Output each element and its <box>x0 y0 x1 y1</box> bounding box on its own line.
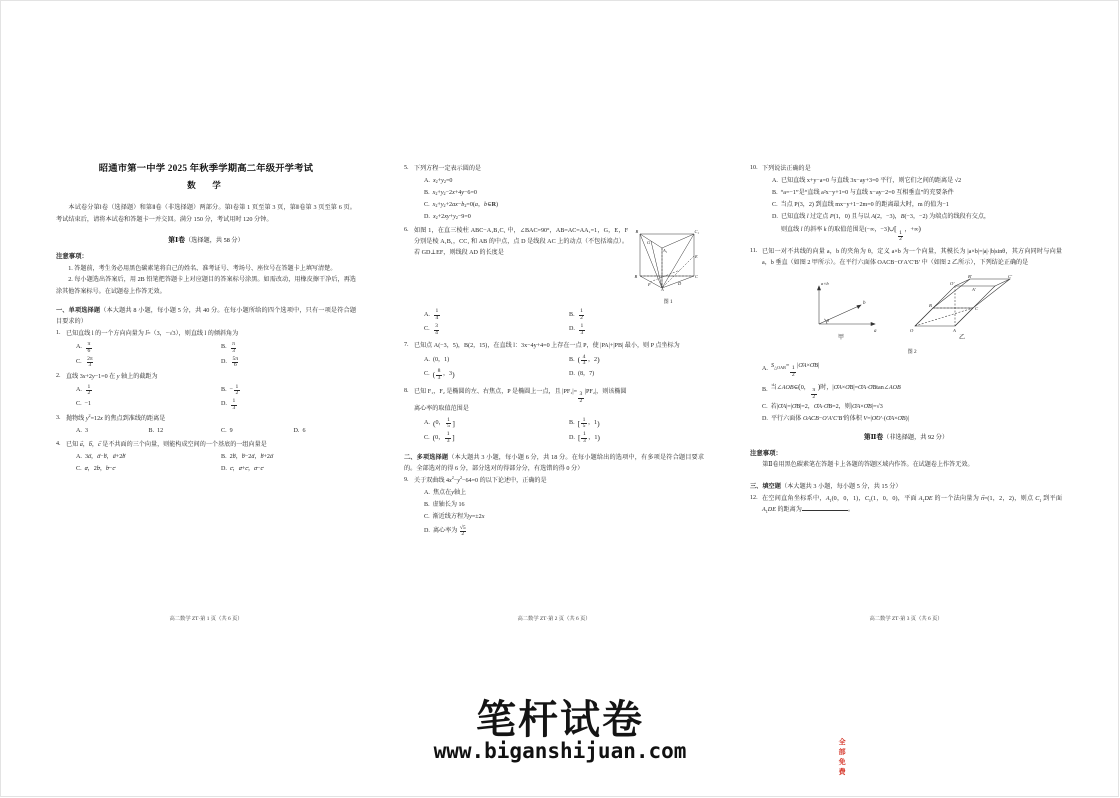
option-value: 3 <box>84 428 88 435</box>
question-5 <box>404 164 704 225</box>
section-2-label: 二、多项选择题 <box>404 453 449 461</box>
option-a[interactable] <box>752 360 1062 379</box>
svg-text:a: a <box>873 329 876 335</box>
question-number: 7. <box>404 342 409 349</box>
notice-item: 2. 每小题选出答案后，用 2B 铅笔把答题卡上对应题目的答案标号涂黑。如需改动，用橡皮擦干净后，再选涂其他答案标号。在试题卷上作答无效。 <box>56 277 356 296</box>
fraction: $\frac{1}{2}$ <box>87 383 91 397</box>
option-list <box>414 308 704 337</box>
svg-text:A₁: A₁ <box>663 247 668 253</box>
svg-text:E: E <box>695 253 698 259</box>
section-3-label: 三、填空题 <box>750 483 781 491</box>
option-b[interactable] <box>762 188 1062 200</box>
question-2 <box>56 372 356 413</box>
option-list <box>414 488 704 539</box>
option-label: D. <box>772 214 778 221</box>
option-a[interactable] <box>66 426 139 438</box>
fraction: $\frac{4}{3}$ <box>582 353 586 367</box>
option-d[interactable] <box>752 414 1062 426</box>
question-stem: 如图 1，在直三棱柱 ABC−A₁B₁C₁ 中，∠BAC=90°，AB=AC=AA₁=1，G，E，F 分别是棱 A₁B₁，CC₁ 和 AB 的中点，点 D 是线段 AC 上的动点（不包括端点）。若 GD⊥EF，则线段 AD 的长度是 <box>414 227 628 256</box>
option-list <box>66 384 356 413</box>
volume-2-sublabel: （非选择题，共 92 分） <box>883 434 949 442</box>
watermark-url: www.biganshijuan.com <box>433 739 687 763</box>
option-b[interactable]: B. − $\frac{1}{2}$ <box>221 383 239 397</box>
question-stem: 已知 a →，b →，c → 是不共面的三个向量，则能构成空间的一个基底的一组向量是 <box>66 440 356 451</box>
fraction: $\frac{1}{5}$ <box>447 416 450 430</box>
option-list <box>762 175 1062 244</box>
option-a[interactable] <box>762 175 1062 187</box>
question-12 <box>750 494 1062 516</box>
stem-part-b: |PF₂|，则该椭圆 <box>584 388 627 395</box>
option-c[interactable]: C. x 2 + y 2 +2 ax − b 2 =0( a ， b ∈ R ) <box>414 200 704 212</box>
option-label: C. <box>76 358 82 365</box>
fraction: $\frac{\pi}{3}$ <box>232 341 235 354</box>
option-label: C. <box>424 514 430 521</box>
option-c[interactable] <box>752 402 1062 414</box>
fraction: $\frac{3}{4}$ <box>435 322 438 336</box>
svg-text:O′: O′ <box>949 281 954 287</box>
figure-2-right-label: 乙 <box>958 334 965 342</box>
question-stem: 已知点 A(−3，5)，B(2，15)，在直线 l：3x−4y+4=0 上存在一点 P，使 |PA|+|PB| 最小，则 P 点坐标为 <box>414 343 680 350</box>
option-c[interactable] <box>66 356 211 371</box>
question-number: 1. <box>56 330 61 337</box>
figure-2-caption: 图 2 <box>907 348 917 355</box>
option-c[interactable] <box>762 200 1062 212</box>
section-1-label: 一、单项选择题 <box>56 307 101 315</box>
option-value: 平行六面体 OACB−O′A′C′B′的体积 V=|OO′ →·(OA →×OB →)| <box>771 415 909 425</box>
option-label: C. <box>424 202 430 209</box>
svg-text:B: B <box>928 303 932 309</box>
notice-title-1: 注意事项： <box>56 253 88 261</box>
question-number: 8. <box>404 387 409 394</box>
option-value: 9 <box>229 428 233 435</box>
svg-text:C′: C′ <box>1007 274 1012 280</box>
svg-text:C: C <box>974 306 978 312</box>
notice-title-2: 注意事项： <box>750 450 782 458</box>
option-label: D. <box>221 466 227 473</box>
question-number: 2. <box>56 372 61 379</box>
subject-title: 数 学 <box>187 180 225 191</box>
option-b[interactable]: B. [ $\frac{1}{5}$ ，1 ) <box>569 416 600 430</box>
question-6 <box>404 226 704 337</box>
watermark-title: 笔杆试卷 <box>476 697 644 743</box>
option-label: A. <box>76 344 82 351</box>
figure-2-diagram <box>805 274 1020 342</box>
fraction: $\frac{√5}{2}$ <box>459 524 466 538</box>
option-d[interactable]: D. [ $\frac{1}{3}$ ，1 ) <box>569 431 600 444</box>
question-number: 6. <box>404 226 409 233</box>
option-d[interactable] <box>559 323 704 338</box>
vector-l: l → <box>145 329 147 340</box>
page-footer-3: 高二数学 ZT·第 3 页（共 6 页） <box>869 616 943 622</box>
question-number: 9. <box>404 476 409 483</box>
option-a[interactable] <box>66 384 211 399</box>
option-list <box>66 452 356 476</box>
option-value: $S_{\triangle OAB}=$ $\frac{1}{2}$ |OA →×OB →| <box>771 362 819 379</box>
option-b[interactable] <box>559 308 704 323</box>
question-3 <box>56 414 356 438</box>
option-label: C. <box>424 434 430 441</box>
option-list <box>414 416 704 445</box>
option-a[interactable]: A. 焦点在 y 轴上 <box>414 488 704 500</box>
option-label: B. <box>221 454 227 461</box>
figure-1-container <box>632 226 704 306</box>
option-d[interactable] <box>762 212 1062 244</box>
fraction: $\frac{3}{2}$ <box>579 391 583 404</box>
option-d[interactable]: D. 离心率为 $\frac{√5}{2}$ <box>424 524 466 538</box>
question-stem: 下列方程一定表示圆的是 <box>414 165 482 172</box>
option-label: B. <box>569 356 575 363</box>
option-b[interactable]: B. x 2 + y 2 −2 x +4 y −6=0 <box>414 188 704 200</box>
fraction: $\frac{5\pi}{6}$ <box>232 355 239 369</box>
option-c[interactable]: C. ( $\frac{8}{3}$ ，3 ) <box>424 368 455 381</box>
section-1-heading <box>56 305 356 327</box>
question-number: 11. <box>750 248 758 255</box>
question-stem: 在空间直角坐标系中，$A_1(0$，0，1)，$C_1(1$，0，0)，平面 $A_1DE$ 的一个法向量为 n →=(1，2，2)，则点 $C_1$ 到平面 $A_1DE$ 的距离为 。 <box>762 494 1062 516</box>
fraction: $\frac{1}{2}$ <box>235 383 239 397</box>
option-value: “a=−1”是“直线 a²x−y+1=0 与直线 x−ay−2=0 互相垂直”的充要条件 <box>780 189 954 196</box>
option-value: 已知直线 x+y−a=0 与直线 3x−ay+3=0 平行，则它们之间的距离是 √2 <box>780 177 962 184</box>
option-value: 若|OA →|=|OB →|=2，OA →·OB →=2，则|OA →×OB →|=√3 <box>771 403 883 413</box>
option-list <box>414 175 704 224</box>
option-b[interactable] <box>752 379 1062 401</box>
section-3-heading <box>750 481 1062 492</box>
option-label: D. <box>569 434 575 441</box>
option-label: A. <box>76 386 82 393</box>
option-value: (0，1) <box>432 356 450 363</box>
question-number: 12. <box>750 495 758 501</box>
fraction: $\frac{8}{3}$ <box>437 368 441 381</box>
option-label: B. <box>221 344 227 351</box>
option-c[interactable] <box>211 426 284 438</box>
option-label: B. <box>569 311 575 318</box>
option-b[interactable] <box>139 426 212 438</box>
section-2-heading <box>404 452 704 474</box>
volume-2-label: 第Ⅱ卷 <box>863 434 884 442</box>
svg-text:B: B <box>635 228 639 234</box>
column-page-2 <box>404 162 705 622</box>
question-stem: 关于双曲线 $4x^2-y^2-64=0$ 的以下论述中，正确的是 <box>414 474 547 484</box>
exam-instructions: 本试卷分第Ⅰ卷（选择题）和第Ⅱ卷（非选择题）两部分。第Ⅰ卷第 1 页至第 3 页，第Ⅱ卷第 3 页至第 6 页。考试结束后，请将本试卷和答题卡一并交回。满分 150 分，考试用时 120 分钟。 <box>56 203 356 224</box>
option-label: B. <box>772 189 778 196</box>
option-a[interactable]: A. 3 a → ， a → − b → ， a → +2 b → <box>66 452 211 464</box>
watermark-free-badge: 全部免费 <box>838 738 846 776</box>
question-9 <box>404 476 704 539</box>
option-label: D. <box>569 326 575 333</box>
option-label: D. <box>569 371 575 378</box>
volume-1-heading <box>56 235 356 246</box>
svg-text:A: A <box>952 328 956 334</box>
svg-text:O: O <box>909 328 913 334</box>
fraction: $\frac{2\pi}{3}$ <box>87 355 93 369</box>
section-1-desc: （本大题共 8 小题，每小题 5 分，共 40 分。在每小题所给的四个选项中，只有一项是符合题目要求的） <box>56 307 357 326</box>
option-c[interactable]: C. a → ，2 b → ， b → − c → <box>66 464 211 476</box>
svg-text:B: B <box>634 273 638 279</box>
question-11 <box>750 247 1062 426</box>
figure-2-left-label: 甲 <box>837 334 844 342</box>
option-a[interactable]: A. ( 0， $\frac{1}{5}$ ] <box>424 416 455 430</box>
option-label: A. <box>76 454 82 461</box>
option-value: 已知直线 l 过定点 P(1，0) 且与以 A(2，−3)，B(−3，−2) 为端点的线段有交点， 则直线 l 的斜率 k 的取值范围是(−∞，−3]∪[ $\frac{1}{2}$ ，+∞) <box>780 214 991 243</box>
prism-figure-1 <box>632 226 704 292</box>
option-a[interactable] <box>66 341 211 356</box>
option-c[interactable]: C. 渐近线方程为 y =±2 x <box>414 512 704 524</box>
figure-1-caption: 图 1 <box>663 298 673 305</box>
option-label: A. <box>762 365 768 372</box>
question-7 <box>404 341 704 382</box>
svg-text:F: F <box>648 281 651 287</box>
option-label: D. <box>293 428 300 435</box>
option-label: B. <box>762 386 768 393</box>
question-number: 5. <box>404 164 409 171</box>
option-list <box>66 426 356 438</box>
option-b[interactable] <box>211 341 356 356</box>
option-value: 12 <box>157 428 164 435</box>
option-label: D. <box>762 416 768 422</box>
stem-part-a: 已知直线 l 的一个方向向量为 <box>66 331 144 338</box>
option-c[interactable] <box>414 323 559 338</box>
option-d[interactable]: D. c → ， a → + c → ， a → − c → <box>211 464 356 476</box>
column-page-1 <box>56 162 357 622</box>
option-list <box>752 360 1062 426</box>
option-label: A. <box>424 489 430 496</box>
fraction: $\frac{1}{2}$ <box>580 308 583 321</box>
svg-text:C: C <box>695 273 698 279</box>
fraction: $\frac{1}{5}$ <box>582 416 586 430</box>
option-label: C. <box>424 371 430 378</box>
option-b[interactable]: B. 2 b → ， b → −2 a → ， b → +2 a → <box>211 452 356 464</box>
question-10 <box>750 164 1062 245</box>
svg-text:A′: A′ <box>971 287 976 293</box>
option-label: A. <box>424 177 430 184</box>
option-c[interactable] <box>66 398 211 413</box>
question-stem <box>414 387 704 405</box>
question-number: 3. <box>56 415 61 422</box>
option-a[interactable] <box>414 353 559 368</box>
option-value: 当∠AOB∈(0， $\frac{\pi}{2}$ )时，|OA →×OB →|=OA →·OB →tan∠AOB <box>771 381 901 401</box>
option-value: 当点 P(3，2) 到直线 mx−y+1−2m=0 的距离最大时，m 的值为−1 <box>780 202 949 209</box>
svg-text:b: b <box>862 301 865 307</box>
option-b[interactable]: B. 虚轴长为 16 <box>414 500 704 512</box>
question-stem: 直线 3x+2y−1=0 在 y 轴上的截距为 <box>66 373 158 380</box>
notice-item: 第Ⅱ卷用黑色碳素笔在答题卡上各题的答题区域内作答。在试题卷上作答无效。 <box>762 462 974 469</box>
option-label: D. <box>221 401 227 408</box>
option-d[interactable]: D. x 2 +2 xy + y 2 −9=0 <box>414 212 704 224</box>
answer-blank[interactable] <box>802 506 848 511</box>
option-label: A. <box>424 356 430 363</box>
fraction: $\frac{1}{3}$ <box>580 322 584 336</box>
question-8 <box>404 387 704 446</box>
question-stem <box>66 329 356 340</box>
svg-text:A: A <box>661 286 664 292</box>
option-label: B. <box>148 428 155 435</box>
section-3-desc: （本大题共 3 小题，每小题 5 分，共 15 分） <box>780 483 902 491</box>
svg-text:C₁: C₁ <box>694 228 699 234</box>
option-label: A. <box>424 311 430 318</box>
option-value: (8，7) <box>577 371 595 378</box>
option-label: B. <box>424 189 430 196</box>
option-label: C. <box>762 403 768 410</box>
option-label: D. <box>424 527 430 534</box>
figure-2-container <box>805 274 1020 356</box>
option-label: C. <box>424 326 430 333</box>
question-stem-cont: 离心率的取值范围是 <box>414 406 469 413</box>
question-number: 4. <box>56 440 61 447</box>
option-c[interactable]: C. ( 0， $\frac{1}{3}$ ] <box>424 431 455 444</box>
page-footer-1: 高二数学 ZT·第 1 页（共 6 页） <box>169 616 243 622</box>
fraction: $\frac{1}{3}$ <box>232 398 236 411</box>
volume-1-label: 第Ⅰ卷 <box>168 237 185 245</box>
option-label: D. <box>424 214 430 221</box>
option-b[interactable]: B. ( $\frac{4}{3}$ ，2 ) <box>569 353 600 367</box>
option-a[interactable] <box>414 308 559 323</box>
question-stem: 下列说法正确的是 <box>762 165 811 172</box>
option-a[interactable]: A. x 2 + y 2 =0 <box>414 175 704 187</box>
question-stem: 已知一对不共线的向量 a，b 的夹角为 θ，定义 a×b 为一个向量，其模长为 |a×b|=|a|·|b|sinθ，其方向同时与向量 a，b 垂直（如图 2 甲所示）。在平行六面体 OACB−O′A′C′B′ 中（如图 2 乙所示），下列结论正确的是 <box>762 249 1062 267</box>
option-label: B. <box>424 502 430 509</box>
volume-1-sublabel: （选择题，共 58 分） <box>185 237 244 245</box>
question-1 <box>56 329 356 370</box>
watermark <box>0 697 1120 776</box>
volume-2-heading <box>750 432 1062 443</box>
stem-part-b: =（3，−√3），则直线 l 的倾斜角为 <box>147 331 239 338</box>
svg-text:B′: B′ <box>967 274 972 280</box>
fraction: $\frac{1}{4}$ <box>435 308 439 321</box>
page-footer-2: 高二数学 ZT·第 2 页（共 6 页） <box>517 616 591 622</box>
option-value: 6 <box>302 428 306 435</box>
fraction: $\frac{1}{3}$ <box>446 431 450 444</box>
option-label: A. <box>424 419 430 426</box>
svg-text:D: D <box>678 280 682 286</box>
option-label: C. <box>221 428 227 435</box>
column-page-3 <box>750 162 1063 622</box>
option-label: C. <box>76 466 82 473</box>
option-label: A. <box>76 428 82 435</box>
question-4 <box>56 440 356 476</box>
option-label: C. <box>76 401 82 408</box>
option-label: D. <box>221 358 227 365</box>
page-title: 昭通市第一中学 2025 年秋季学期高二年级开学考试 <box>98 164 314 174</box>
option-d[interactable] <box>211 356 356 371</box>
svg-text:a×b: a×b <box>820 281 829 287</box>
option-d[interactable] <box>284 426 357 438</box>
option-list <box>414 353 704 382</box>
svg-text:G: G <box>647 239 651 245</box>
notice-item: 1. 答题前，考生务必用黑色碳素笔将自己的姓名、准考证号、考场号、座位号在答题卡上填写清楚。 <box>68 265 337 272</box>
option-label: B. <box>221 386 227 393</box>
fraction: $\frac{1}{3}$ <box>582 431 586 444</box>
question-number: 10. <box>750 164 758 171</box>
svg-text:θ: θ <box>826 318 829 324</box>
option-label: B. <box>569 419 575 426</box>
fraction: $\frac{\pi}{6}$ <box>87 341 91 354</box>
option-value: −1 <box>84 401 92 408</box>
option-d[interactable] <box>559 368 704 383</box>
section-2-desc: （本大题共 3 小题，每小题 6 分，共 18 分。在每小题给出的选项中，有多项是符合题目要求的。全部选对的得 6 分，部分选对的得部分分，有选错的得 0 分） <box>404 453 705 473</box>
option-d[interactable] <box>211 398 356 413</box>
option-list <box>66 341 356 370</box>
option-label: A. <box>772 177 778 184</box>
option-label: C. <box>772 202 778 209</box>
question-stem: 抛物线 $y^2=12x$ 的焦点到准线的距离是 <box>66 413 166 423</box>
stem-part-a: 已知 F₁，F₂ 是椭圆的左、右焦点，P 是椭圆上一点，且 |PF₁|= <box>414 388 578 395</box>
